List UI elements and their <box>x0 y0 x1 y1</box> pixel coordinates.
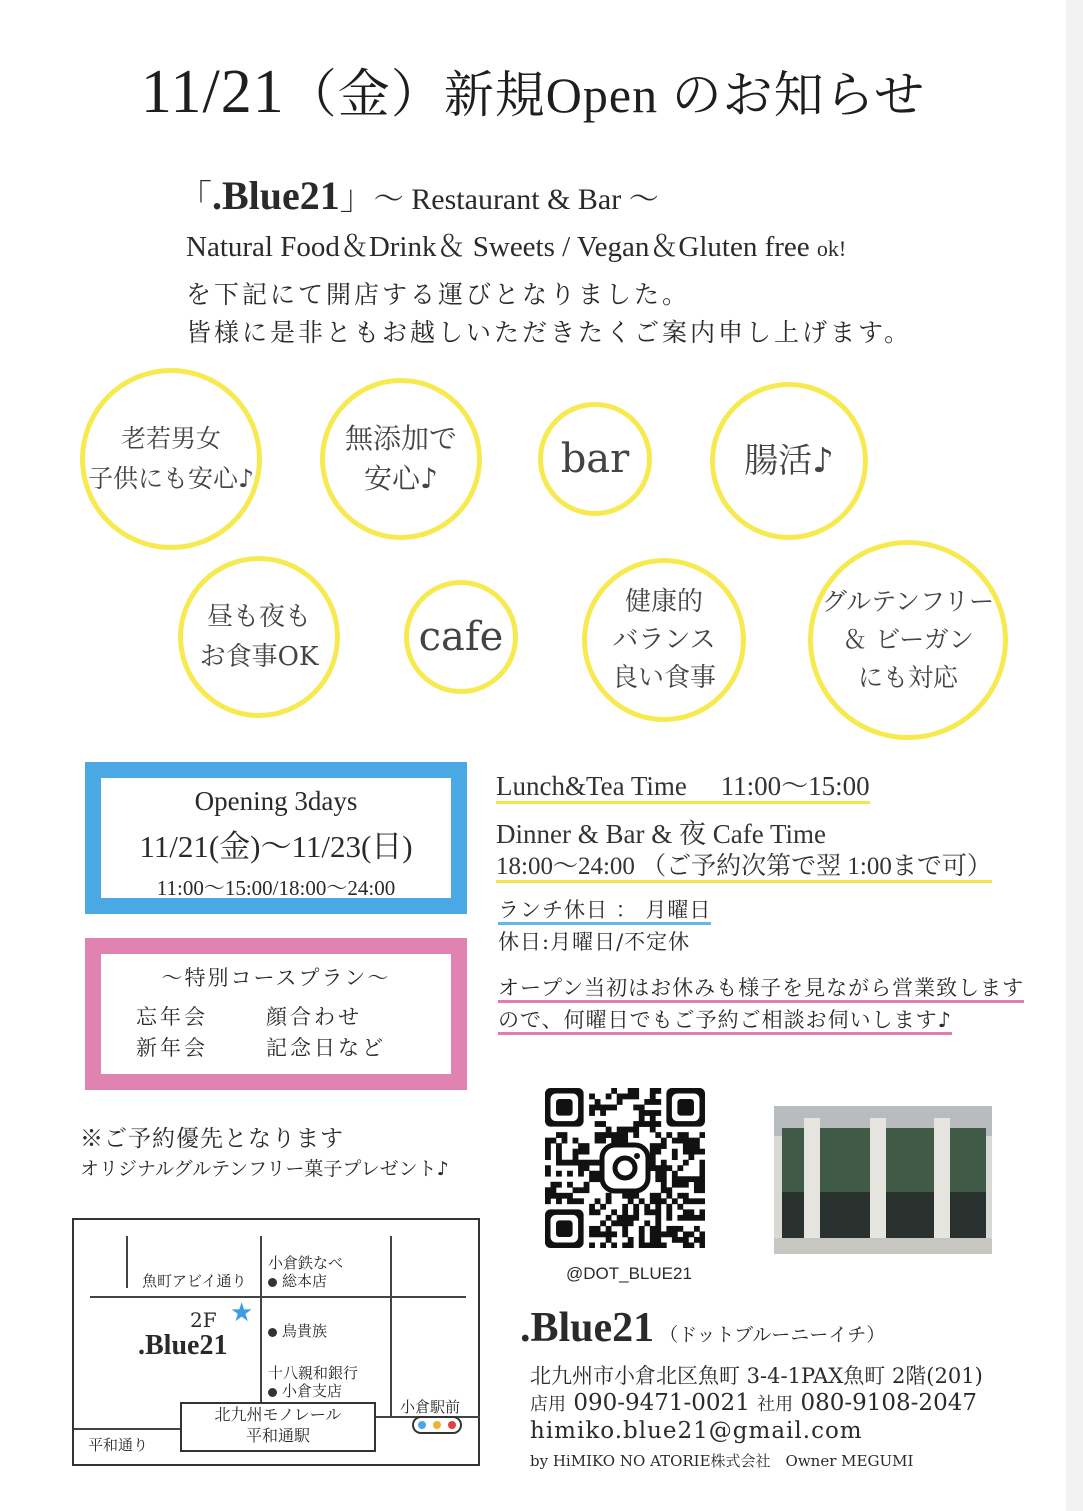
intro-line-2: 皆様に是非ともお越しいただきたくご案内申し上げます。 <box>186 318 913 347</box>
location-dot-icon <box>268 1328 277 1337</box>
star-icon: ★ <box>230 1298 254 1328</box>
map-road <box>74 1428 184 1430</box>
feature-circle <box>320 378 482 540</box>
tram-icon <box>412 1416 462 1434</box>
opening-note <box>498 972 1024 1036</box>
closed-days: 休日:月曜日/不定休 <box>498 930 691 954</box>
office-phone[interactable]: 080-9108-2047 <box>800 1390 977 1416</box>
special-item: 顔合わせ <box>266 1005 362 1029</box>
map-landmark: 小倉支店 <box>268 1380 342 1401</box>
brand-name: .Blue21 <box>212 173 340 218</box>
footer-company: by HiMIKO NO ATORIE株式会社 Owner MEGUMI <box>530 1452 914 1470</box>
brand-tagline: ～ Restaurant & Bar ～ <box>373 183 659 216</box>
lunch-time <box>496 764 870 803</box>
shop-phone[interactable]: 090-9471-0021 <box>573 1390 750 1416</box>
special-item: 新年会 <box>136 1036 208 1060</box>
footer-email[interactable]: himiko.blue21@gmail.com <box>530 1418 863 1444</box>
map-street-label: 平和通り <box>88 1436 149 1454</box>
feature-circle <box>538 402 652 516</box>
intro-text <box>186 276 912 352</box>
opening-dates: 11/21(金)～11/23(日) <box>139 829 413 864</box>
note-line-1: オープン当初はお休みも様子を見ながら営業致します <box>498 976 1024 1003</box>
feature-circle <box>808 540 1008 740</box>
opening-hours: 11:00～15:00/18:00～24:00 <box>156 876 396 900</box>
location-dot-icon <box>268 1388 277 1397</box>
special-items <box>101 1002 451 1064</box>
bracket-open: 「 <box>178 178 212 218</box>
menu-line <box>186 224 846 265</box>
instagram-icon <box>602 1145 648 1191</box>
opening-heading: Opening 3days <box>194 786 358 816</box>
intro-line-1: を下記にて開店する運びとなりました。 <box>186 280 691 309</box>
lunch-closed <box>498 894 711 924</box>
storefront-photo <box>774 1106 992 1254</box>
map-street-label: 魚町アビイ通り <box>142 1272 247 1290</box>
map-floor: 2F <box>190 1308 217 1332</box>
map-landmark: 総本店 <box>268 1270 327 1291</box>
feature-circle <box>178 556 340 718</box>
open-weekday: （金） <box>284 67 444 124</box>
map-landmark: 十八親和銀行 <box>268 1364 359 1382</box>
footer-address: 北九州市小倉北区魚町 3-4-1PAX魚町 2階(201) <box>530 1364 983 1388</box>
feature-label: 腸活♪ <box>744 441 834 481</box>
map-road <box>126 1236 128 1288</box>
title-text: 新規Open のお知らせ <box>443 67 926 123</box>
dinner-label: Dinner & Bar & 夜 Cafe Time <box>496 819 826 849</box>
footer-phones <box>530 1390 977 1416</box>
qr-graphic <box>545 1088 705 1248</box>
instagram-handle: @DOT_BLUE21 <box>566 1264 692 1283</box>
office-phone-label: 社用 <box>757 1394 794 1415</box>
feature-label: 健康的 バランス 良い食事 <box>611 587 716 693</box>
gift-notice: オリジナルグルテンフリー菓子プレゼント♪ <box>80 1158 449 1180</box>
lunch-closed-text: ランチ休日 ： 月曜日 <box>498 898 711 925</box>
open-date: 11/21 <box>140 58 285 126</box>
note-line-2: ので、何曜日でもご予約ご相談お伺いします♪ <box>498 1008 952 1035</box>
feature-circle <box>582 558 746 722</box>
special-heading: ～特別コースプラン～ <box>161 966 391 990</box>
lunch-time-text: Lunch&Tea Time 11:00～15:00 <box>496 771 870 804</box>
special-course-box <box>85 938 467 1090</box>
bracket-close: 」 <box>339 178 374 218</box>
monorail-station <box>180 1402 376 1452</box>
location-dot-icon <box>268 1278 277 1287</box>
menu-ok: ok! <box>816 236 847 261</box>
footer-reading: （ドットブルーニーイチ） <box>659 1324 886 1346</box>
feature-label: 老若男女 子供にも安心♪ <box>88 424 254 493</box>
feature-label: bar <box>560 436 630 482</box>
footer-name: .Blue21 <box>520 1305 655 1351</box>
access-map <box>72 1218 480 1466</box>
instagram-qr-code[interactable] <box>545 1088 705 1248</box>
feature-label: 昼も夜も お食事OK <box>199 602 319 672</box>
reservation-notice: ※ご予約優先となります <box>80 1126 344 1152</box>
station-name: 平和通駅 <box>245 1426 310 1445</box>
map-road <box>390 1236 392 1416</box>
opening-box <box>85 762 467 914</box>
station-front-label: 小倉駅前 <box>400 1398 461 1416</box>
feature-circle <box>710 382 868 540</box>
menu-text: Natural Food＆Drink＆ Sweets / Vegan＆Gluten free <box>186 231 810 263</box>
feature-label: cafe <box>418 614 504 660</box>
dinner-hours <box>496 846 992 882</box>
footer-brand <box>520 1304 885 1352</box>
feature-label: 無添加で 安心♪ <box>344 422 457 495</box>
dinner-hours-text: 18:00～24:00 （ご予約次第で翌 1:00まで可） <box>496 853 992 883</box>
page-title <box>0 52 1066 128</box>
shop-phone-label: 店用 <box>530 1394 566 1415</box>
special-item: 記念日など <box>266 1036 386 1060</box>
map-shop-name: .Blue21 <box>138 1330 228 1361</box>
station-line: 北九州モノレール <box>214 1405 342 1424</box>
feature-circle <box>80 368 262 550</box>
brand-line <box>178 170 659 219</box>
special-item: 忘年会 <box>136 1005 208 1029</box>
map-landmark: 小倉鉄なべ <box>268 1254 344 1272</box>
feature-label: グルテンフリー ＆ ビーガン にも対応 <box>821 587 994 692</box>
map-landmark: 鳥貴族 <box>268 1320 327 1341</box>
feature-circle <box>404 580 518 694</box>
map-road <box>90 1296 466 1298</box>
